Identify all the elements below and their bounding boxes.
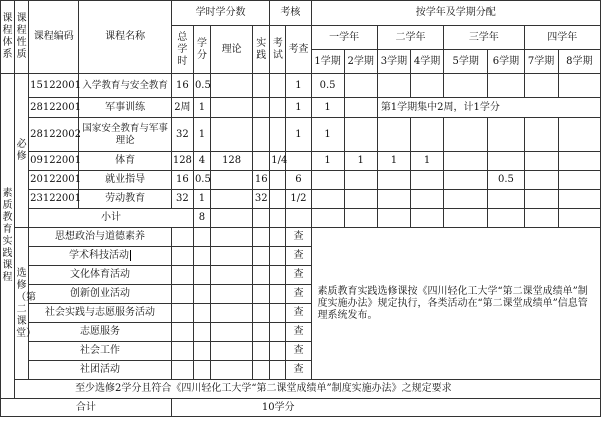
- course-term-2: [344, 118, 377, 152]
- course-theory: [211, 171, 253, 190]
- course-term-3: [377, 118, 410, 152]
- course-term-3: [377, 190, 410, 209]
- course-exam: [270, 98, 286, 118]
- header-year-3: 三学年: [444, 26, 524, 50]
- course-term-3: [377, 171, 410, 190]
- elective-name: 社团活动: [29, 361, 172, 380]
- header-credits: 学分: [193, 26, 210, 74]
- course-term-4: [410, 190, 443, 209]
- elective-name: 创新创业活动: [29, 285, 172, 304]
- elective-note: 素质教育实践选修课按《四川轻化工大学“第二课堂成绩单”制度实施办法》规定执行，各类活动在“第二课堂成绩单”信息管理系统发布。: [311, 228, 601, 380]
- elective-name: 社会实践与志愿服务活动: [29, 304, 172, 323]
- header-term-3: 3学期: [377, 50, 410, 74]
- total-value: 10学分: [171, 399, 600, 417]
- course-code: 09122001: [29, 152, 79, 171]
- course-code: 28122001: [29, 98, 79, 118]
- header-year-1: 一学年: [311, 26, 377, 50]
- header-nature: 课程性质: [15, 1, 29, 74]
- header-term-8: 8学期: [558, 50, 600, 74]
- course-check: 1: [286, 118, 311, 152]
- course-practice: [253, 74, 270, 98]
- header-term-7: 7学期: [524, 50, 558, 74]
- course-total: 128: [171, 152, 193, 171]
- course-term-5: [444, 190, 488, 209]
- course-term-7: [524, 118, 558, 152]
- course-term-5: [444, 74, 488, 98]
- course-credit: 1: [193, 190, 210, 209]
- course-term-1: 1: [311, 118, 344, 152]
- course-theory: [211, 74, 253, 98]
- subtotal-label: 小计: [29, 209, 194, 228]
- header-code: 课程编码: [29, 1, 79, 74]
- course-term-8: [558, 171, 600, 190]
- course-term-4: [410, 74, 443, 98]
- elective-name: 思想政治与道德素养: [29, 228, 172, 247]
- elective-check: 查: [286, 361, 311, 380]
- header-practice: 实践: [253, 26, 270, 74]
- course-term-1: [311, 171, 344, 190]
- course-term-7: [524, 74, 558, 98]
- course-term-3: [377, 74, 410, 98]
- elective-check: 查: [286, 228, 311, 247]
- course-theory: [211, 98, 253, 118]
- course-name: 国家安全教育与军事理论: [79, 118, 171, 152]
- course-practice: [253, 118, 270, 152]
- header-term-1: 1学期: [311, 50, 344, 74]
- course-code: 15122001: [29, 74, 79, 98]
- category-cell: 素质教育实践课程: [1, 74, 15, 399]
- header-exam: 考试: [270, 26, 286, 74]
- elective-check: 查: [286, 285, 311, 304]
- course-term-7: [524, 190, 558, 209]
- course-name: 劳动教育: [79, 190, 171, 209]
- course-term-1: [311, 190, 344, 209]
- course-term-4: [410, 118, 443, 152]
- course-total: 32: [171, 190, 193, 209]
- header-term-4: 4学期: [410, 50, 443, 74]
- course-term-4: 1: [410, 152, 443, 171]
- course-term-2: [344, 98, 377, 118]
- header-theory: 理论: [211, 26, 253, 74]
- course-code: 23122001: [29, 190, 79, 209]
- course-term-1: 1: [311, 152, 344, 171]
- course-credit: 0.5: [193, 171, 210, 190]
- elective-name[interactable]: [29, 247, 172, 266]
- course-total: 2周: [171, 98, 193, 118]
- text-cursor: [130, 250, 131, 261]
- course-term-6: [488, 152, 524, 171]
- elective-check: 查: [286, 323, 311, 342]
- course-term-5: [444, 171, 488, 190]
- course-credit: 0.5: [193, 74, 210, 98]
- course-credit: 1: [193, 118, 210, 152]
- elective-check: 查: [286, 342, 311, 361]
- header-term-2: 2学期: [344, 50, 377, 74]
- course-check: 1/2: [286, 190, 311, 209]
- course-name: 就业指导: [79, 171, 171, 190]
- course-term-8: [558, 118, 600, 152]
- header-year-2: 二学年: [377, 26, 443, 50]
- header-exam-group: 考核: [270, 1, 311, 26]
- course-check: [286, 152, 311, 171]
- header-year-4: 四学年: [524, 26, 600, 50]
- course-practice: 16: [253, 171, 270, 190]
- header-total-hours: 总学时: [171, 26, 193, 74]
- elective-check: 查: [286, 266, 311, 285]
- header-term-5: 5学期: [444, 50, 488, 74]
- header-term-group: 按学年及学期分配: [311, 1, 601, 26]
- course-term-6: [488, 190, 524, 209]
- course-code: 20122001: [29, 171, 79, 190]
- header-check: 考查: [286, 26, 311, 74]
- elective-label: 选修（第二课堂）: [15, 228, 29, 380]
- course-term-5: [444, 118, 488, 152]
- course-check: 1: [286, 98, 311, 118]
- elective-name: 志愿服务: [29, 323, 172, 342]
- course-term-1: 1: [311, 98, 344, 118]
- course-note: 第1学期集中2周，计1学分: [377, 98, 600, 118]
- course-theory: [211, 118, 253, 152]
- course-check: 6: [286, 171, 311, 190]
- elective-name-text: 学术科技活动: [68, 250, 129, 261]
- course-exam: [270, 171, 286, 190]
- course-term-7: [524, 152, 558, 171]
- course-name: 入学教育与安全教育: [79, 74, 171, 98]
- course-practice: [253, 152, 270, 171]
- course-practice: [253, 98, 270, 118]
- elective-check: 查: [286, 304, 311, 323]
- course-term-5: [444, 152, 488, 171]
- course-term-6: 0.5: [488, 171, 524, 190]
- header-term-6: 6学期: [488, 50, 524, 74]
- course-term-2: [344, 74, 377, 98]
- course-practice: 32: [253, 190, 270, 209]
- course-term-7: [524, 171, 558, 190]
- course-exam: 1/4: [270, 152, 286, 171]
- subtotal-credit: 8: [193, 209, 210, 228]
- course-term-8: [558, 190, 600, 209]
- course-term-2: 1: [344, 152, 377, 171]
- required-label: 必修: [15, 74, 29, 228]
- header-name: 课程名称: [79, 1, 171, 74]
- course-term-6: [488, 74, 524, 98]
- course-name: 体育: [79, 152, 171, 171]
- course-term-6: [488, 118, 524, 152]
- header-category: 课程体系: [1, 1, 15, 74]
- elective-requirement: 至少选修2学分且符合《四川轻化工大学“第二课堂成绩单”制度实施办法》之规定要求: [15, 380, 601, 399]
- course-theory: [211, 190, 253, 209]
- course-term-1: 0.5: [311, 74, 344, 98]
- course-term-8: [558, 152, 600, 171]
- course-term-4: [410, 171, 443, 190]
- course-name: 军事训练: [79, 98, 171, 118]
- course-exam: [270, 74, 286, 98]
- course-term-2: [344, 190, 377, 209]
- header-hours-group: 学时学分数: [171, 1, 269, 26]
- elective-name: 社会工作: [29, 342, 172, 361]
- course-theory: 128: [211, 152, 253, 171]
- course-term-3: 1: [377, 152, 410, 171]
- course-term-2: [344, 171, 377, 190]
- course-total: 16: [171, 74, 193, 98]
- elective-name: 文化体育活动: [29, 266, 172, 285]
- total-label: 合计: [1, 399, 172, 417]
- course-term-8: [558, 74, 600, 98]
- course-total: 16: [171, 171, 193, 190]
- elective-check: 查: [286, 247, 311, 266]
- course-exam: [270, 118, 286, 152]
- course-code: 28122002: [29, 118, 79, 152]
- course-total: 32: [171, 118, 193, 152]
- course-credit: 4: [193, 152, 210, 171]
- course-check: 1: [286, 74, 311, 98]
- course-credit: 1: [193, 98, 210, 118]
- course-exam: [270, 190, 286, 209]
